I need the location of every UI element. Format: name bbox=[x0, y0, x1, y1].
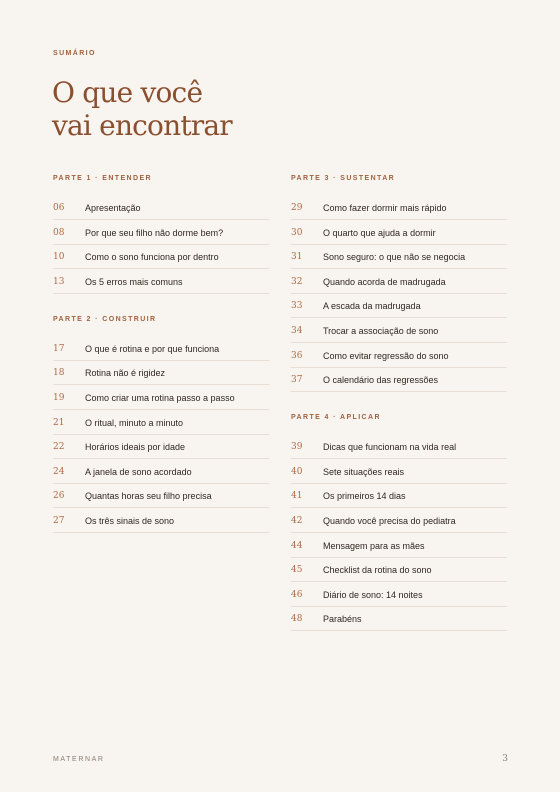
toc-page-number: 34 bbox=[291, 325, 303, 336]
toc-entry-title: O que é rotina e por que funciona bbox=[85, 343, 220, 354]
toc-entry-title: Como fazer dormir mais rápido bbox=[323, 203, 447, 213]
toc-entry-title: Mensagem para as mães bbox=[323, 540, 425, 551]
toc-entry[interactable] bbox=[291, 295, 507, 318]
toc-entry[interactable] bbox=[291, 222, 507, 245]
toc-entry-title: Quando você precisa do pediatra bbox=[323, 515, 456, 526]
toc-page-number: 26 bbox=[53, 491, 65, 502]
toc-entry[interactable] bbox=[53, 197, 269, 220]
toc-entry[interactable] bbox=[53, 387, 269, 410]
toc-page-number: 39 bbox=[291, 442, 303, 453]
toc-page-number: 18 bbox=[53, 368, 65, 379]
toc-entry-title: O ritual, minuto a minuto bbox=[85, 417, 184, 428]
toc-entry-title: Os três sinais de sono bbox=[85, 515, 175, 526]
toc-entry[interactable] bbox=[291, 271, 507, 294]
footer-brand: MATERNAR bbox=[53, 756, 105, 763]
section-eyebrow: SUMÁRIO bbox=[53, 50, 96, 57]
toc-entry[interactable] bbox=[291, 197, 507, 220]
toc-entry-title: Horários ideais por idade bbox=[85, 442, 186, 453]
toc-entry[interactable] bbox=[291, 246, 507, 269]
toc-entry-title: Quantas horas seu filho precisa bbox=[85, 491, 212, 502]
toc-entry[interactable] bbox=[291, 608, 507, 631]
toc-entry-title: Dicas que funcionam na vida real bbox=[323, 442, 457, 453]
toc-page-number: 36 bbox=[291, 350, 303, 361]
part-heading: PARTE 1 · ENTENDER bbox=[53, 175, 152, 182]
part-heading: PARTE 2 · CONSTRUIR bbox=[53, 315, 157, 323]
toc-page-number: 48 bbox=[291, 614, 303, 625]
toc-entry-title: Diário de sono: 14 noites bbox=[323, 589, 423, 600]
toc-page-number: 32 bbox=[291, 276, 303, 287]
toc-part-3 bbox=[291, 173, 507, 392]
toc-entry-title: A escada da madrugada bbox=[323, 301, 421, 312]
toc-entry-title: Sono seguro: o que não se negocia bbox=[323, 252, 466, 263]
title-line-2: vai encontrar bbox=[52, 109, 232, 142]
toc-entry[interactable] bbox=[291, 461, 507, 484]
toc-page-number: 40 bbox=[291, 466, 303, 477]
toc-entry[interactable] bbox=[53, 222, 269, 245]
toc-entry[interactable] bbox=[291, 510, 507, 533]
toc-entry[interactable] bbox=[53, 461, 269, 484]
toc-part-1 bbox=[53, 173, 269, 294]
toc-page-number: 13 bbox=[53, 276, 65, 287]
toc-page-number: 17 bbox=[53, 343, 65, 354]
toc-entry[interactable] bbox=[291, 320, 507, 343]
toc-entry-title: Os 5 erros mais comuns bbox=[85, 276, 183, 287]
toc-entry[interactable] bbox=[53, 485, 269, 508]
part-heading: PARTE 3 · SUSTENTAR bbox=[291, 175, 396, 182]
toc-page-number: 33 bbox=[291, 301, 303, 312]
toc-page-number: 10 bbox=[53, 252, 65, 263]
toc-entry-title: Como evitar regressão do sono bbox=[323, 350, 449, 361]
toc-entry[interactable] bbox=[291, 485, 507, 508]
toc-entry-title: Sete situações reais bbox=[323, 466, 405, 477]
toc-entry-title: Por que seu filho não dorme bem? bbox=[85, 227, 224, 238]
toc-page-number: 31 bbox=[291, 252, 303, 263]
toc-page-number: 27 bbox=[53, 515, 65, 526]
toc-page-number: 30 bbox=[291, 227, 303, 238]
toc-entry-title: Os primeiros 14 dias bbox=[323, 491, 406, 502]
toc-entry-title: A janela de sono acordado bbox=[85, 466, 192, 477]
toc-entry-title: Como criar uma rotina passo a passo bbox=[85, 392, 235, 403]
toc-entry[interactable] bbox=[291, 559, 507, 582]
toc-entry[interactable] bbox=[53, 338, 269, 361]
toc-column-right bbox=[291, 173, 507, 633]
toc-entry[interactable] bbox=[291, 345, 507, 368]
part-heading: PARTE 4 · APLICAR bbox=[291, 414, 381, 422]
toc-page-number: 06 bbox=[53, 203, 65, 213]
toc-entry[interactable] bbox=[291, 369, 507, 392]
toc-part-4 bbox=[291, 412, 507, 631]
toc-page-number: 42 bbox=[291, 515, 303, 526]
toc-entry-title: Trocar a associação de sono bbox=[323, 325, 439, 336]
toc-entry[interactable] bbox=[53, 510, 269, 533]
toc-page-number: 22 bbox=[53, 442, 65, 453]
toc-entry-title: Apresentação bbox=[85, 203, 141, 213]
toc-page-number: 08 bbox=[53, 227, 65, 238]
toc-entry-title: Como o sono funciona por dentro bbox=[85, 252, 219, 263]
toc-page-number: 21 bbox=[53, 417, 65, 428]
toc-entry[interactable] bbox=[291, 436, 507, 459]
toc-page-number: 37 bbox=[291, 375, 303, 386]
toc-entry[interactable] bbox=[53, 436, 269, 459]
toc-column-left bbox=[53, 173, 269, 535]
title-line-1: O que você bbox=[52, 76, 203, 109]
toc-page-number: 44 bbox=[291, 540, 303, 551]
page-title bbox=[52, 76, 232, 142]
toc-page-number: 29 bbox=[291, 203, 303, 213]
toc-entry[interactable] bbox=[53, 412, 269, 435]
toc-page-number: 19 bbox=[53, 392, 65, 403]
toc-entry[interactable] bbox=[53, 362, 269, 385]
toc-part-2 bbox=[53, 314, 269, 533]
toc-page-number: 46 bbox=[291, 589, 303, 600]
toc-entry-title: Quando acorda de madrugada bbox=[323, 276, 446, 287]
toc-entry-title: Rotina não é rigidez bbox=[85, 368, 166, 379]
toc-entry-title: O calendário das regressões bbox=[323, 375, 439, 386]
toc-page-number: 45 bbox=[291, 565, 303, 576]
toc-page-number: 24 bbox=[53, 466, 65, 477]
toc-entry[interactable] bbox=[291, 535, 507, 558]
toc-entry[interactable] bbox=[53, 271, 269, 294]
page-number: 3 bbox=[502, 754, 508, 764]
toc-entry[interactable] bbox=[291, 584, 507, 607]
toc-page-number: 41 bbox=[291, 491, 303, 502]
toc-entry[interactable] bbox=[53, 246, 269, 269]
toc-entry-title: Checklist da rotina do sono bbox=[323, 565, 432, 576]
toc-entry-title: Parabéns bbox=[323, 614, 362, 625]
toc-entry-title: O quarto que ajuda a dormir bbox=[323, 227, 436, 238]
